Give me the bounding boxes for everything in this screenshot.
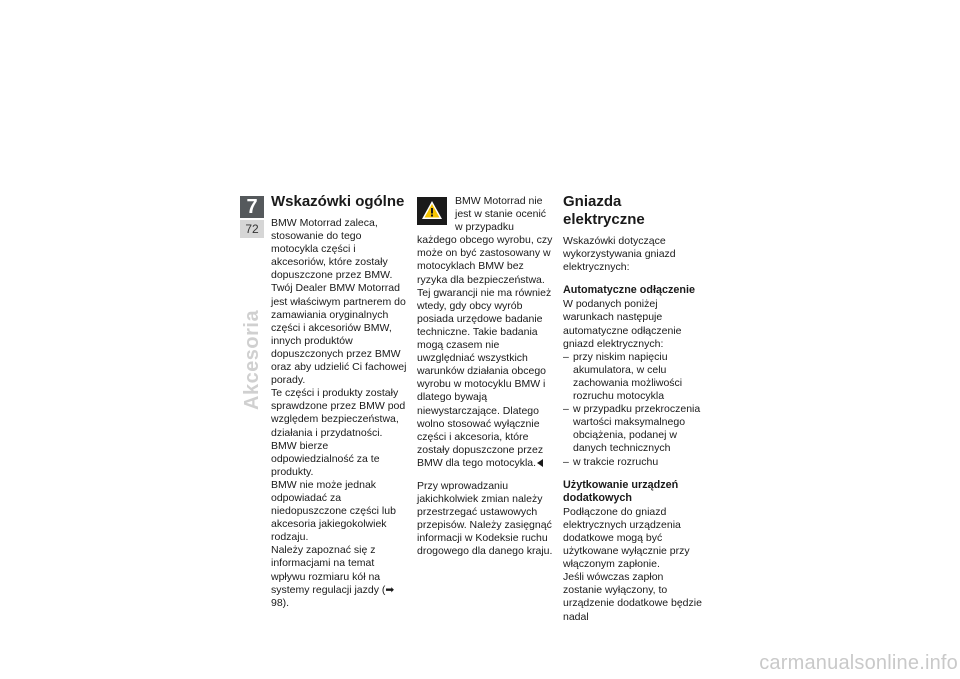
paragraph: Podłączone do gniazd elektrycznych urządzenia dodatkowe mogą być użytkowane wyłącznie przy włączonym zapłonie. <box>563 505 690 571</box>
page-number: 72 <box>240 220 264 238</box>
paragraph: BMW Motorrad zaleca, stosowanie do tego motocykla części i akcesoriów, które zostały dopuszczone przez BMW. <box>271 217 393 282</box>
subheading-accessory-use: Użytkowanie urządzeń dodatkowych <box>563 478 679 504</box>
chapter-number: 7 <box>240 196 264 218</box>
page-reference-link[interactable]: (➡ 98). <box>271 583 395 609</box>
paragraph-intro: Wskazówki dotyczące wykorzystywania gniazd elektrycznych: <box>563 235 676 274</box>
paragraph: Przy wprowadzaniu jakichkolwiek zmian należy przestrzegać ustawowych przepisów. Należy zasięgnąć informacji w Kodeksie ruchu drogowego dla danego kraju. <box>417 479 553 558</box>
paragraph: Jeśli wówczas zapłon zostanie wyłączony, to urządzenie dodatkowe będzie nadal <box>563 571 702 623</box>
paragraph-text: Należy zapoznać się z informacjami na temat wpływu rozmiaru kół na systemy regulacji jazdy <box>271 544 381 596</box>
warning-block <box>417 195 555 470</box>
paragraph <box>271 544 409 609</box>
subheading-auto-disconnect: Automatyczne odłączenie <box>563 284 695 297</box>
warning-text: BMW Motorrad nie jest w stanie ocenić w przypadku każdego obcego wyrobu, czy może on być zastosowany w motocyklach BMW bez ryzyka dla bezpieczeństwa. Tej gwarancji nie ma również wtedy, gdy obcy wyrób posiada urzędowe badanie techniczne. Takie badania mogą czasem nie uwzględniać wszystkich warunków działania obcego wyrobu w motocyklu BMW i dlatego bywają niewystarczające. Dlatego wolno stosować wyłącznie części i akcesoria, które zostały dopuszczone przez BMW dla tego motocykla. <box>417 195 553 469</box>
list-item: – przy niskim napięciu akumulatora, w celu zachowania możliwości rozruchu motocykla <box>563 351 703 403</box>
paragraph: W podanych poniżej warunkach następuje automatyczne odłączenie gniazd elektrycznych: <box>563 298 682 350</box>
column-power-sockets <box>563 193 703 624</box>
list-item: – w trakcie rozruchu <box>563 456 703 469</box>
column-warning <box>417 195 555 559</box>
warning-icon <box>417 197 447 225</box>
watermark: carmanualsonline.info <box>759 652 958 674</box>
chapter-title-vertical: Akcesoria <box>241 309 263 410</box>
chapter-tab <box>240 196 264 242</box>
section-heading-general: Wskazówki ogólne <box>271 193 405 210</box>
paragraph: Te części i produkty zostały sprawdzone przez BMW pod względem bezpieczeństwa, działania i przydatności. BMW bierze odpowiedzialność za te produkty. <box>271 387 406 478</box>
paragraph: BMW nie może jednak odpowiadać za niedopuszczone części lub akcesoria jakiegokolwiek rodzaju. <box>271 478 396 544</box>
list-item: – w przypadku przekroczenia wartości maksymalnego obciążenia, podanej w danych technicznych <box>563 403 703 455</box>
paragraph: Twój Dealer BMW Motorrad jest właściwym partnerem do zamawiania oryginalnych części i akcesoriów BMW, innych produktów dopuszczonych przez BMW oraz aby udzielić Ci fachowej porady. <box>271 282 407 387</box>
column-general-notes <box>271 193 409 610</box>
end-of-note-icon <box>537 459 543 467</box>
section-heading-sockets: Gniazda elektryczne <box>563 193 645 228</box>
condition-list <box>563 351 703 469</box>
